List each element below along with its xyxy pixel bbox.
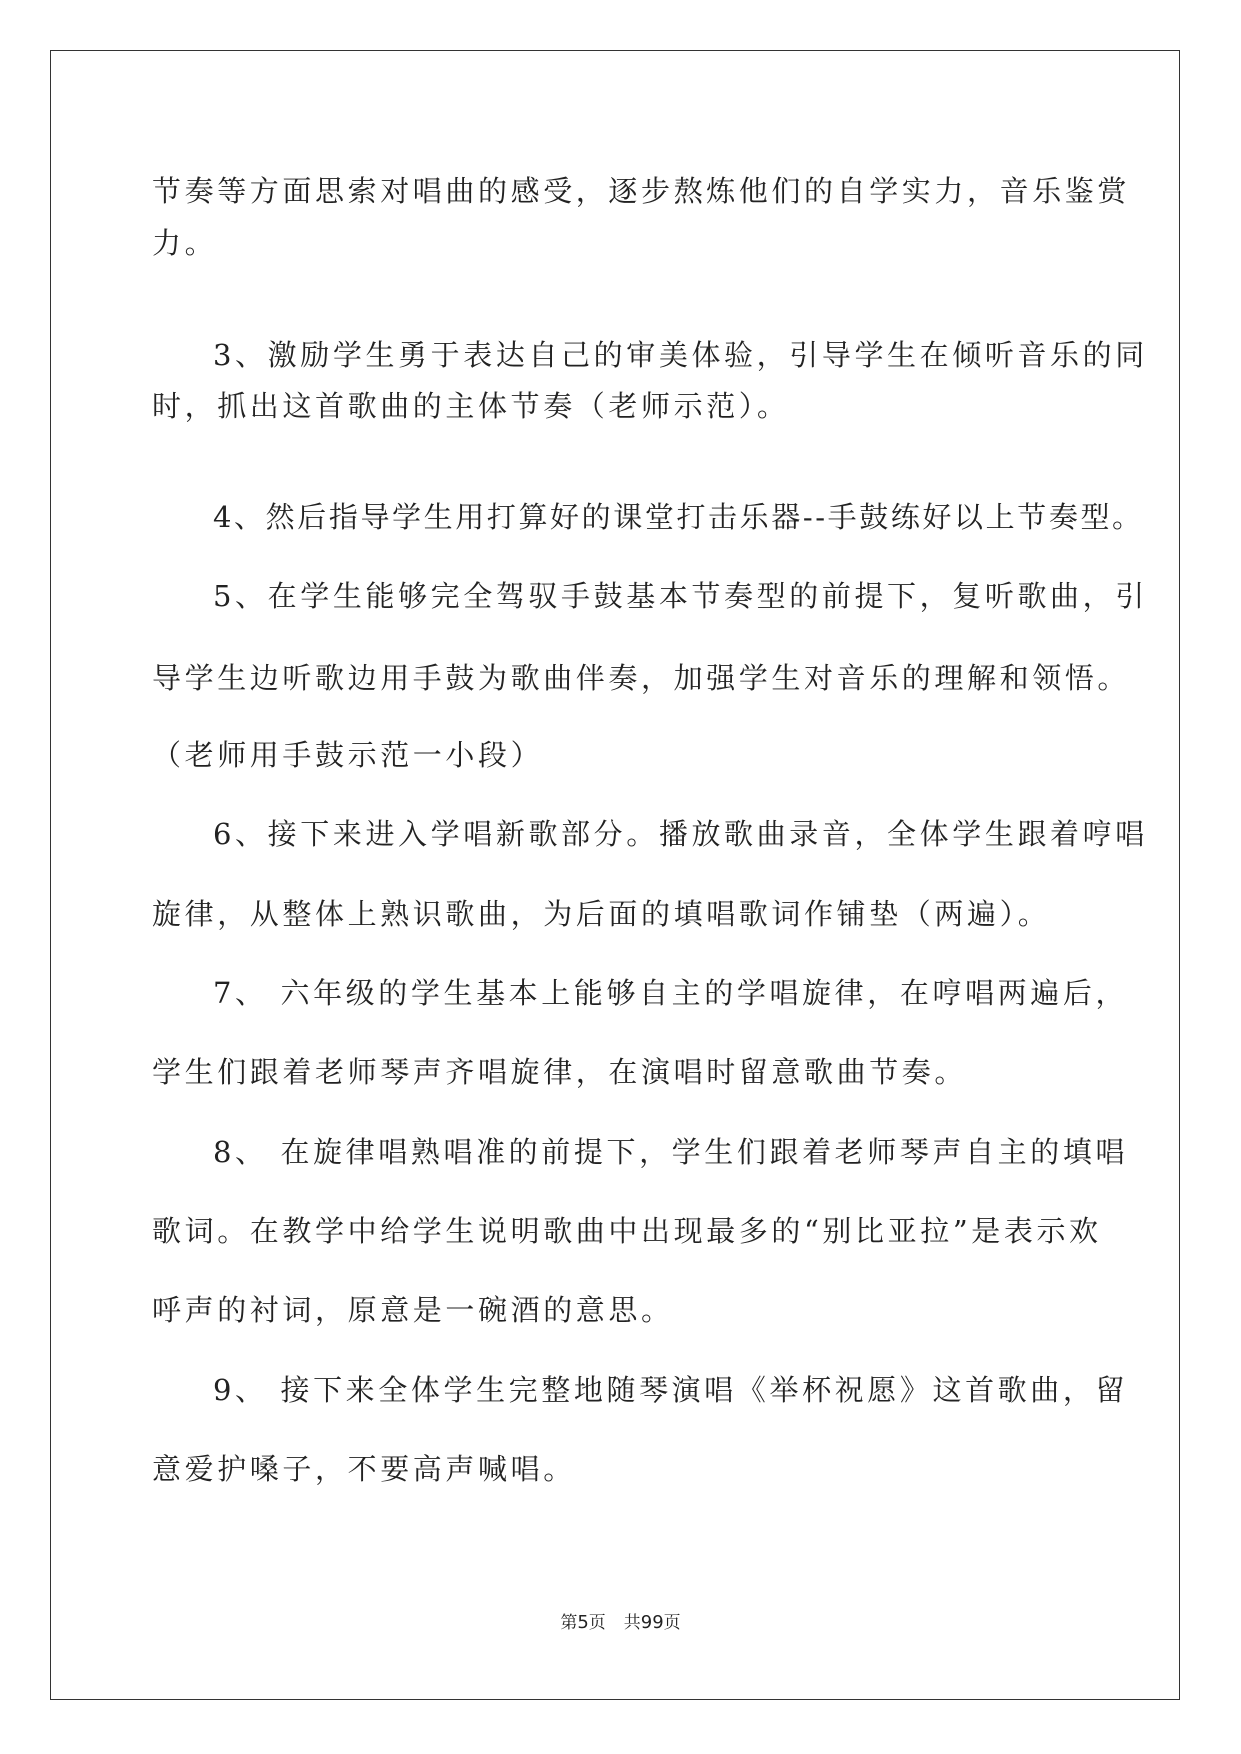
paragraph-line: 4、然后指导学生用打算好的课堂打击乐器--手鼓练好以上节奏型。 [213, 500, 1144, 534]
total-suffix: 页 [663, 1613, 681, 1633]
paragraph-line: 5、在学生能够完全驾驭手鼓基本节奏型的前提下，复听歌曲，引 [213, 579, 1148, 613]
paragraph-line: 9、 接下来全体学生完整地随琴演唱《举杯祝愿》这首歌曲，留 [213, 1373, 1129, 1407]
total-prefix: 共 [623, 1613, 641, 1633]
page-footer [0, 1608, 1241, 1633]
paragraph-line: 6、接下来进入学唱新歌部分。播放歌曲录音，全体学生跟着哼唱 [213, 817, 1148, 851]
paragraph-line: 旋律，从整体上熟识歌曲，为后面的填唱歌词作铺垫（两遍）。 [152, 897, 1051, 931]
paragraph-line: 节奏等方面思索对唱曲的感受，逐步熬炼他们的自学实力，音乐鉴赏 [152, 174, 1131, 208]
paragraph-line: 歌词。在教学中给学生说明歌曲中出现最多的“别比亚拉”是表示欢 [152, 1214, 1102, 1248]
paragraph-line: 意爱护嗓子，不要高声喊唱。 [152, 1452, 576, 1486]
page-prefix: 第 [560, 1613, 578, 1633]
paragraph-line: 导学生边听歌边用手鼓为歌曲伴奏，加强学生对音乐的理解和领悟。 [152, 661, 1131, 695]
total-pages: 99 [640, 1612, 664, 1633]
paragraph-line: 8、 在旋律唱熟唱准的前提下，学生们跟着老师琴声自主的填唱 [213, 1135, 1129, 1169]
paragraph-line: 7、 六年级的学生基本上能够自主的学唱旋律，在哼唱两遍后， [213, 976, 1129, 1010]
paragraph-line: 呼声的衬词，原意是一碗酒的意思。 [152, 1293, 674, 1327]
paragraph-line: 力。 [152, 226, 218, 260]
paragraph-line: 3、激励学生勇于表达自己的审美体验，引导学生在倾听音乐的同 [213, 338, 1148, 372]
page-suffix: 页 [588, 1613, 606, 1633]
paragraph-line: 学生们跟着老师琴声齐唱旋律，在演唱时留意歌曲节奏。 [152, 1055, 968, 1089]
page-number: 5 [577, 1612, 589, 1633]
paragraph-line: 时，抓出这首歌曲的主体节奏（老师示范）。 [152, 389, 790, 423]
paragraph-line: （老师用手鼓示范一小段） [152, 738, 544, 772]
